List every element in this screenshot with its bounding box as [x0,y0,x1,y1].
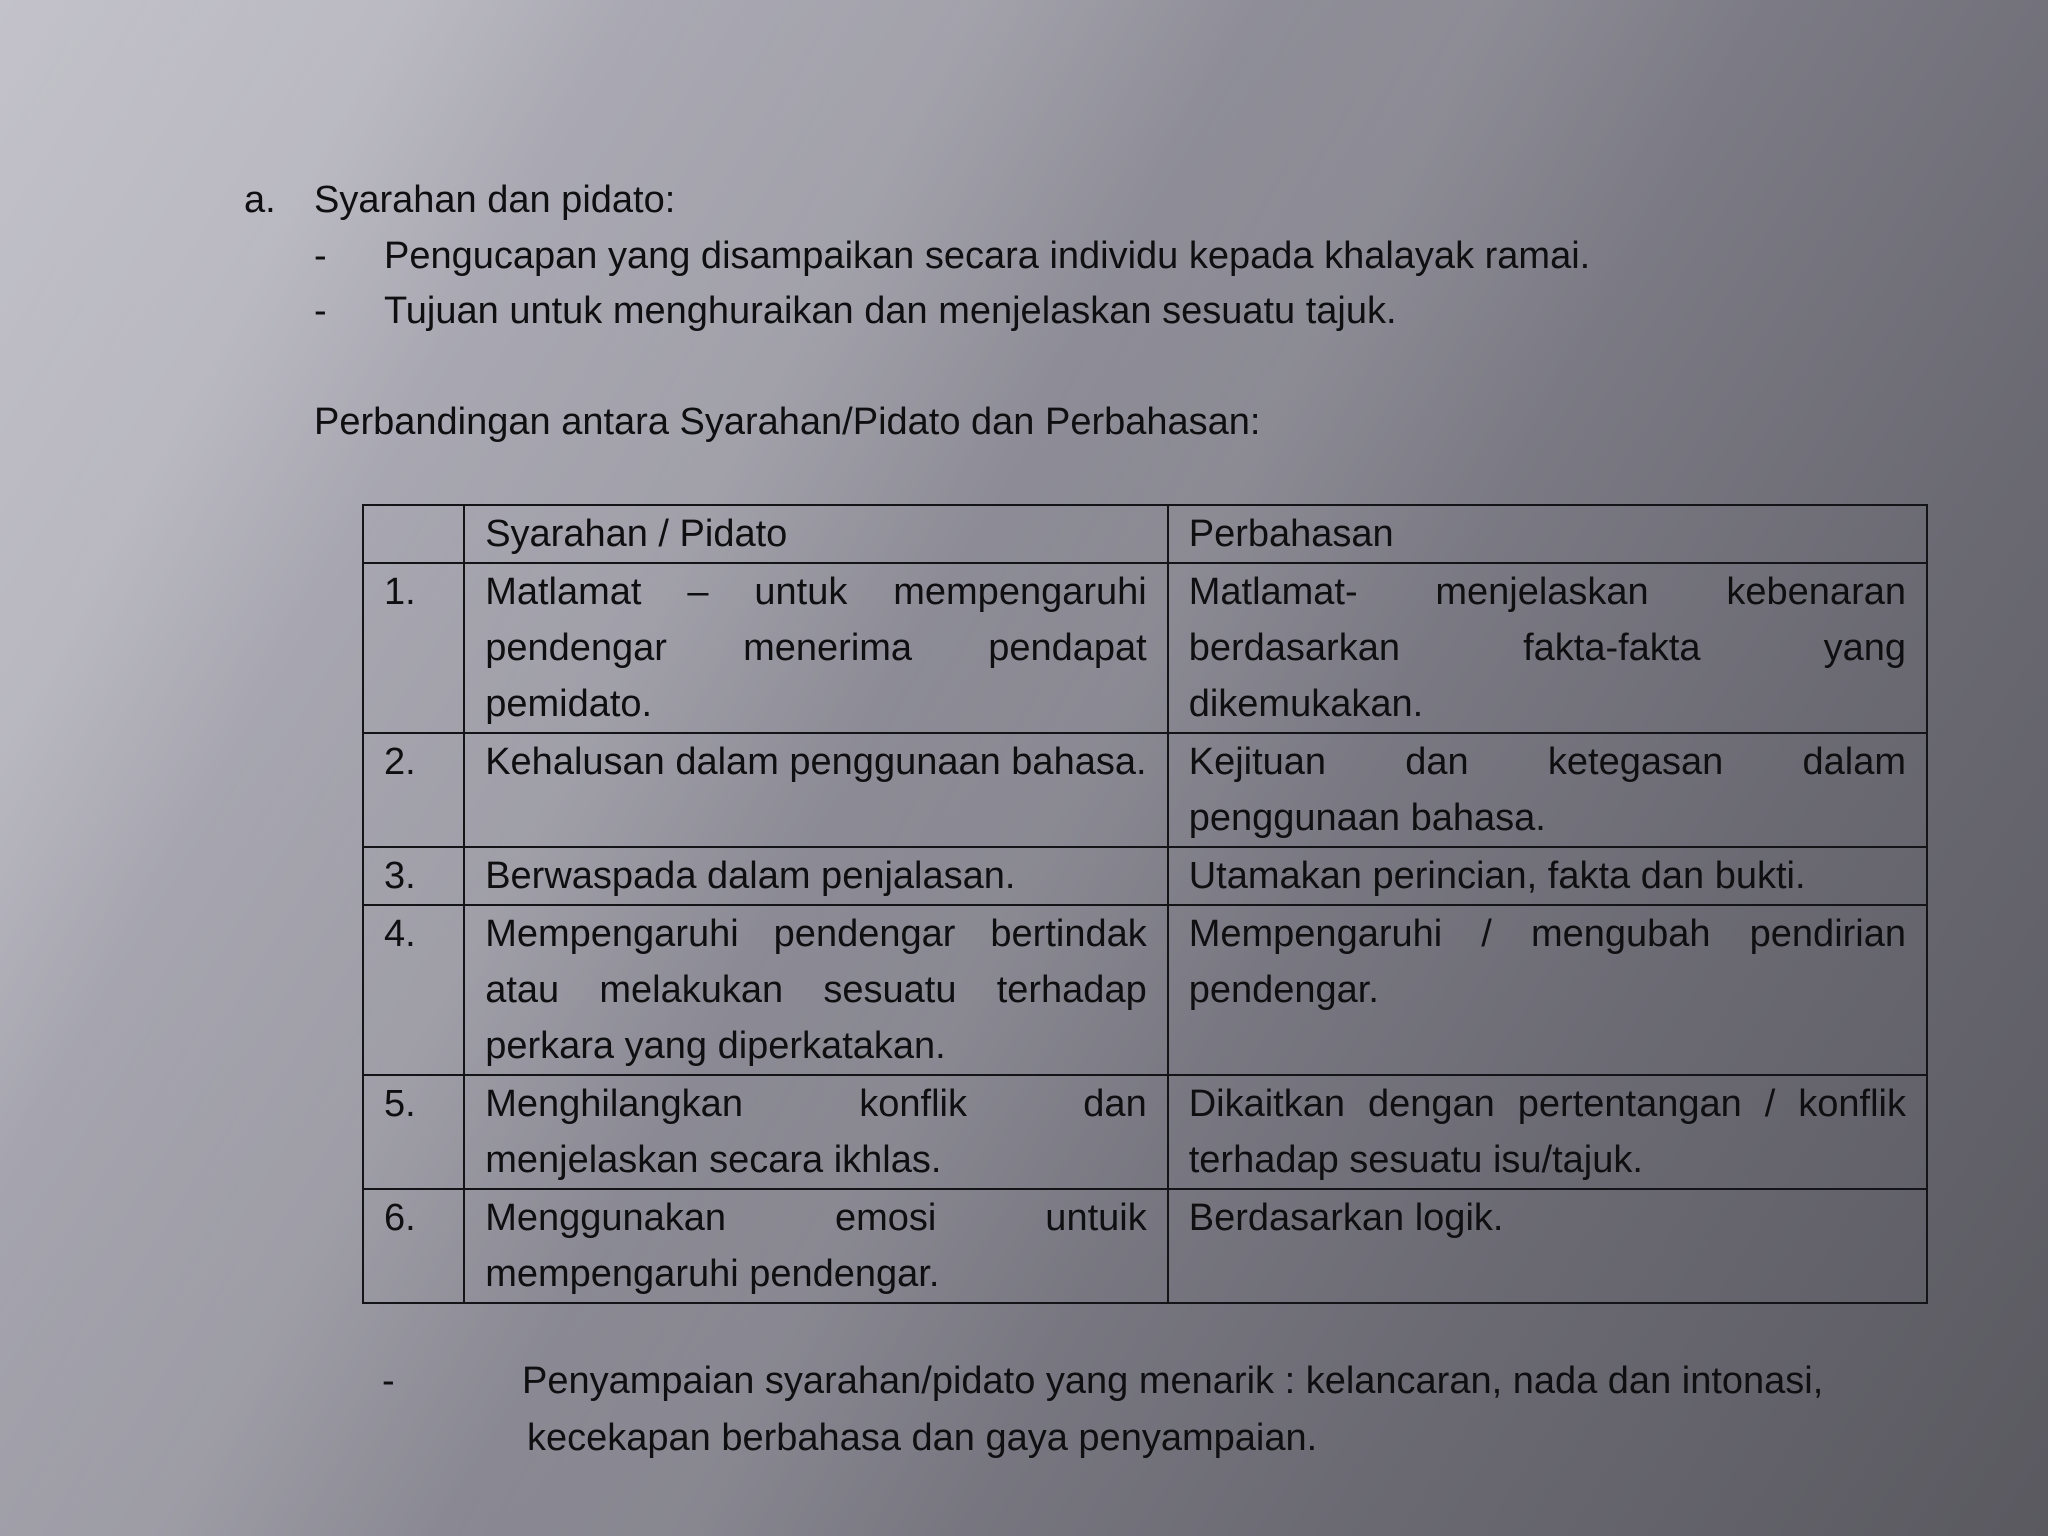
perbahasan-cell: Matlamat- menjelaskan kebenaran berdasarkan fakta-fakta yang dikemukakan. [1168,563,1927,733]
syarahan-cell: Menghilangkan konflik dan menjelaskan secara ikhlas. [464,1075,1168,1189]
section-marker: a. [244,179,276,221]
perbahasan-cell: Berdasarkan logik. [1168,1189,1927,1303]
table-row [363,847,1927,905]
perbahasan-cell: Mempengaruhi / mengubah pendirian pendengar. [1168,905,1927,1075]
footer-bullet-line1: Penyampaian syarahan/pidato yang menarik : kelancaran, nada dan intonasi, [522,1360,1824,1402]
bullet-dash: - [314,235,327,277]
row-number: 6. [363,1189,464,1303]
table-row [363,1189,1927,1303]
table-row [363,905,1927,1075]
syarahan-cell: Mempengaruhi pendengar bertindak atau melakukan sesuatu terhadap perkara yang diperkatakan. [464,905,1168,1075]
comparison-intro: Perbandingan antara Syarahan/Pidato dan Perbahasan: [314,401,1261,443]
section-title: Syarahan dan pidato: [314,179,676,221]
header-cell-number [363,505,464,563]
table-row [363,733,1927,847]
footer-bullet-dash: - [382,1360,395,1402]
bullet-dash: - [314,290,327,332]
header-cell-perbahasan: Perbahasan [1168,505,1927,563]
comparison-table [362,504,1928,1304]
syarahan-cell: Matlamat – untuk mempengaruhi pendengar menerima pendapat pemidato. [464,563,1168,733]
syarahan-cell: Berwaspada dalam penjalasan. [464,847,1168,905]
row-number: 5. [363,1075,464,1189]
bullet-text: Pengucapan yang disampaikan secara individu kepada khalayak ramai. [384,235,1591,277]
perbahasan-cell: Kejituan dan ketegasan dalam penggunaan bahasa. [1168,733,1927,847]
syarahan-cell: Kehalusan dalam penggunaan bahasa. [464,733,1168,847]
perbahasan-cell: Dikaitkan dengan pertentangan / konflik terhadap sesuatu isu/tajuk. [1168,1075,1927,1189]
table-header-row [363,505,1927,563]
table-row [363,563,1927,733]
perbahasan-cell: Utamakan perincian, fakta dan bukti. [1168,847,1927,905]
footer-bullet-line2: kecekapan berbahasa dan gaya penyampaian. [527,1417,1318,1459]
row-number: 2. [363,733,464,847]
bullet-text: Tujuan untuk menghuraikan dan menjelaskan sesuatu tajuk. [384,290,1397,332]
syarahan-cell: Menggunakan emosi untuik mempengaruhi pendengar. [464,1189,1168,1303]
row-number: 3. [363,847,464,905]
table-row [363,1075,1927,1189]
row-number: 4. [363,905,464,1075]
header-cell-syarahan: Syarahan / Pidato [464,505,1168,563]
row-number: 1. [363,563,464,733]
